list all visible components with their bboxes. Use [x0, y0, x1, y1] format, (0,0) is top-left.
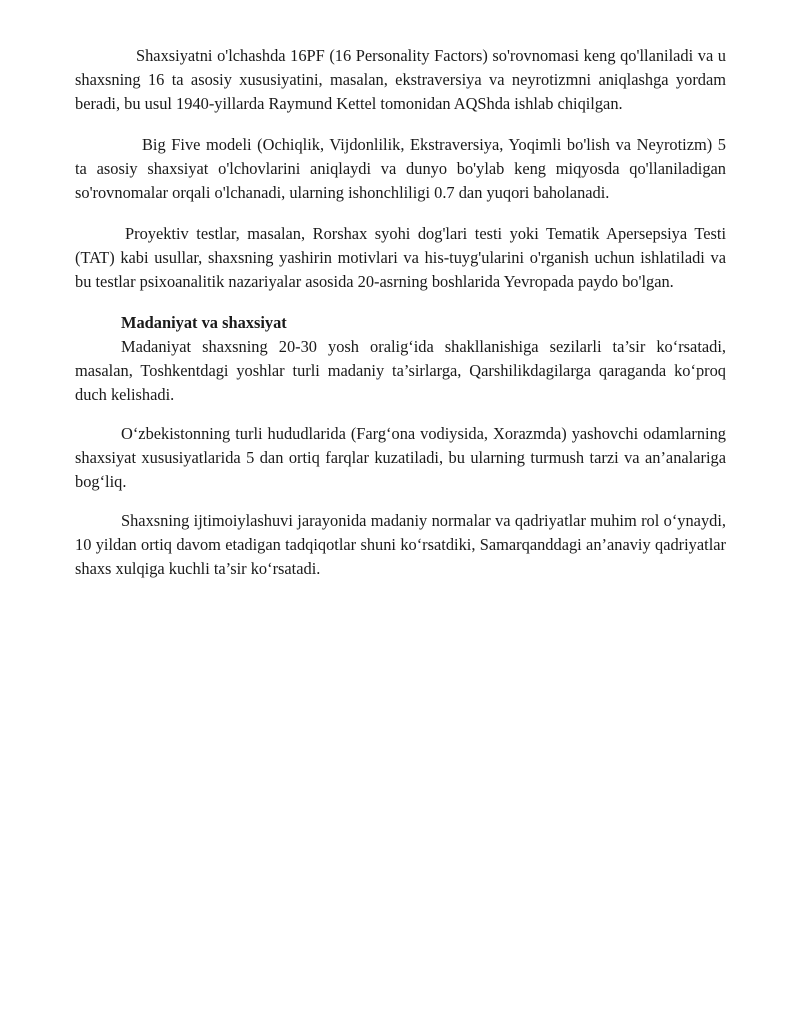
document-page — [75, 44, 726, 581]
paragraph-16pf: Shaxsiyatni o'lchashda 16PF (16 Personality Factors) so'rovnomasi keng qo'llaniladi va u shaxsning 16 ta asosiy xususiyatini, masalan, ekstraversiya va neyrotizmni aniqlashga yordam beradi, bu usul 1940-yillarda Raymund Kettel tomonidan AQShda ishlab chiqilgan. — [75, 46, 726, 113]
section-heading: Madaniyat va shaxsiyat — [121, 313, 287, 332]
paragraph-regions: O‘zbekistonning turli hududlarida (Farg‘ona vodiysida, Xorazmda) yashovchi odamlarning shaxsiyat xususiyatlarida 5 dan ortiq farqlar kuzatiladi, bu ularning turmush tarzi va an’analariga bog‘liq. — [75, 424, 726, 491]
paragraph-big-five: Big Five modeli (Ochiqlik, Vijdonlilik, Ekstraversiya, Yoqimli bo'lish va Neyrotizm) 5 ta asosiy shaxsiyat o'lchovlarini aniqlaydi va dunyo bo'ylab keng miqyosda qo'llaniladigan so'rovnomalar orqali o'lchanadi, ularning ishonchliligi 0.7 dan yuqori baholanadi. — [75, 135, 726, 202]
paragraph-culture-youth: Madaniyat shaxsning 20-30 yosh oralig‘ida shakllanishiga sezilarli ta’sir ko‘rsatadi, masalan, Toshkentdagi yoshlar turli madaniy ta’sirlarga, Qarshilikdagilarga qaraganda ko‘proq duch kelishadi. — [75, 337, 726, 404]
paragraph-socialization: Shaxsning ijtimoiylashuvi jarayonida madaniy normalar va qadriyatlar muhim rol o‘ynaydi, 10 yildan ortiq davom etadigan tadqiqotlar shuni ko‘rsatdiki, Samarqanddagi an’anaviy qadriyatlar shaxs xulqiga kuchli ta’sir ko‘rsatadi. — [75, 511, 726, 578]
paragraph-projective-tests: Proyektiv testlar, masalan, Rorshax syohi dog'lari testi yoki Tematik Apersepsiya Testi (TAT) kabi usullar, shaxsning yashirin motivlari va his-tuyg'ularini o'rganish uchun ishlatiladi va bu testlar psixoanalitik nazariyalar asosida 20-asrning boshlarida Yevropada paydo bo'lgan. — [75, 224, 726, 291]
